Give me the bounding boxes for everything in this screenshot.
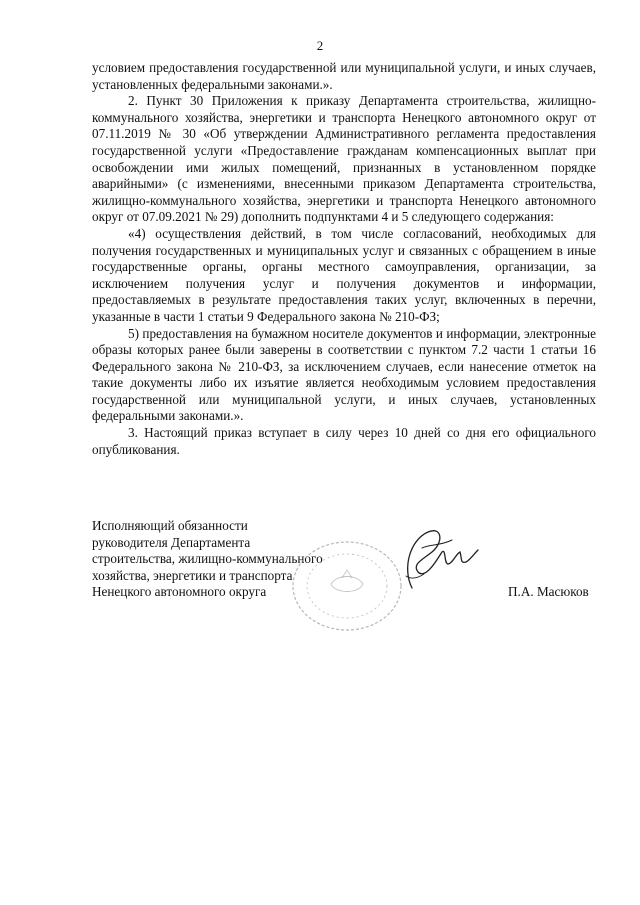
signer-name: П.А. Масюков <box>508 584 589 599</box>
paragraph-subitem-4: «4) осуществления действий, в том числе согласований, необходимых для получения государственных и муниципальных услуг и связанных с обращением в иные государственные органы, органы местного самоуправления, организации, за исключением получения услуг и получения документов и информации, предоставляемых в результате предоставления таких услуг, включенных в перечни, указанные в части 1 статьи 9 Федерального закона № 210-ФЗ; <box>92 225 596 324</box>
signer-title-line: руководителя Департамента <box>92 534 251 550</box>
handwritten-signature-icon <box>382 518 482 598</box>
page-number: 2 <box>316 38 324 53</box>
signer-title-line: Ненецкого автономного округа <box>92 584 267 600</box>
paragraph-continuation: условием предоставления государственной или муниципальной услуги, и иных случаев, установленных федеральными законами.». <box>92 60 596 92</box>
paragraph-item-2: 2. Пункт 30 Приложения к приказу Департамента строительства, жилищно-коммунального хозяйства, энергетики и транспорта Ненецкого автономного округ от 07.11.2019 № 30 «Об утверждении Административного регламента предоставления государственной услуги «Предоставление гражданам компенсационных выплат при освобождении ими жилых помещений, признанных в установленном порядке аварийными» (с изменениями, внесенными приказом Департамента строительства, жилищно-коммунального хозяйства, энергетики и транспорта Ненецкого автономного округ от 07.09.2021 № 29) дополнить подпунктами 4 и 5 следующего содержания: <box>92 93 596 225</box>
signer-title-line: хозяйства, энергетики и транспорта <box>92 567 293 583</box>
signer-title-line: строительства, жилищно-коммунального <box>92 551 323 567</box>
paragraph-subitem-5: 5) предоставления на бумажном носителе документов и информации, электронные образы которых ранее были заверены в соответствии с пунктом 7.2 части 1 статьи 16 Федерального закона № 210-ФЗ, за исключением случаев, если нанесение отметок на такие документы либо их изъятие является необходимым условием предоставления государственной или муниципальной услуги, и иных случаев, установленных федеральными законами.». <box>92 325 596 424</box>
document-body <box>92 60 596 458</box>
signature-block <box>92 518 596 628</box>
paragraph-item-3: 3. Настоящий приказ вступает в силу через 10 дней со дня его официального опубликования. <box>92 425 596 457</box>
signer-title-line: Исполняющий обязанности <box>92 518 248 533</box>
signer-title <box>92 518 323 601</box>
